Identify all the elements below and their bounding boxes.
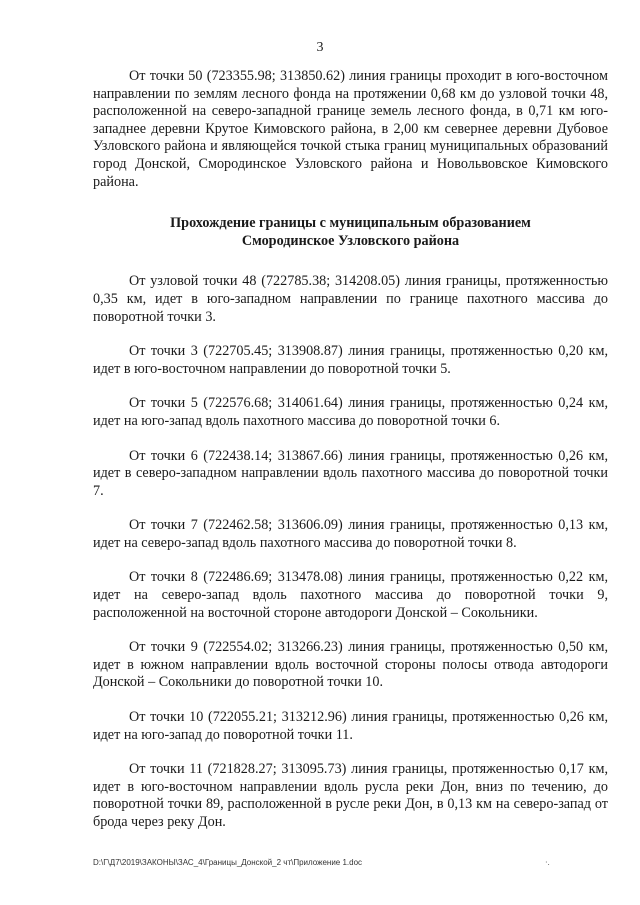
paragraph: От точки 10 (722055.21; 313212.96) линия границы, протяженностью 0,26 км, идет на юго-запад до поворотной точки 11. xyxy=(93,709,608,743)
paragraph: От точки 6 (722438.14; 313867.66) линия границы, протяженностью 0,26 км, идет в северо-западном направлении вдоль пахотного массива до поворотной точки 7. xyxy=(93,447,608,499)
paragraph-intro: От точки 50 (723355.98; 313850.62) линия границы проходит в юго-восточном направлении по землям лесного фонда на протяжении 0,68 км до узловой точки 48, расположенной на северо-западной границе земель лесного фонда, в 0,71 км юго-западнее деревни Крутое Кимовского района, в 2,00 км севернее деревни Дубовое Узловского района и являющейся точкой стыка границ муниципальных образований город Донской, Смородинское Узловского района и Новольвовское Кимовского района. xyxy=(93,68,608,190)
document-body xyxy=(93,68,608,832)
footer-file-path: D:\Г\Д7\2019\ЗАКОНЫ\ЗАС_4\Границы_Донской_2 чт\Приложение 1.doc xyxy=(93,858,363,867)
paragraph: От точки 11 (721828.27; 313095.73) линия границы, протяженностью 0,17 км, идет в юго-восточном направлении вдоль русла реки Дон, вниз по течению, до поворотной точки 89, расположенной в русле реки Дон, в 0,13 км на северо-запад от брода через реку Дон. xyxy=(93,761,608,830)
paragraph: От точки 8 (722486.69; 313478.08) линия границы, протяженностью 0,22 км, идет на северо-запад вдоль пахотного массива до поворотной точки 9, расположенной на восточной стороне автодороги Донской – Сокольники. xyxy=(93,569,608,621)
footer-mark: ·. xyxy=(545,858,550,867)
paragraph: От точки 7 (722462.58; 313606.09) линия границы, протяженностью 0,13 км, идет на северо-запад вдоль пахотного массива до поворотной точки 8. xyxy=(93,517,608,551)
paragraph: От точки 5 (722576.68; 314061.64) линия границы, протяженностью 0,24 км, идет на юго-запад вдоль пахотного массива до поворотной точки 6. xyxy=(93,395,608,429)
paragraph: От точки 3 (722705.45; 313908.87) линия границы, протяженностью 0,20 км, идет в юго-восточном направлении до поворотной точки 5. xyxy=(93,343,608,377)
section-heading: Прохождение границы с муниципальным образованием Смородинское Узловского района xyxy=(170,215,531,249)
paragraph: От узловой точки 48 (722785.38; 314208.05) линия границы, протяженностью 0,35 км, идет в юго-западном направлении по границе пахотного массива до поворотной точки 3. xyxy=(93,273,608,325)
page-number: 3 xyxy=(316,40,324,55)
paragraph: От точки 9 (722554.02; 313266.23) линия границы, протяженностью 0,50 км, идет в южном направлении вдоль восточной стороны полосы отвода автодороги Донской – Сокольники до поворотной точки 10. xyxy=(93,639,608,691)
